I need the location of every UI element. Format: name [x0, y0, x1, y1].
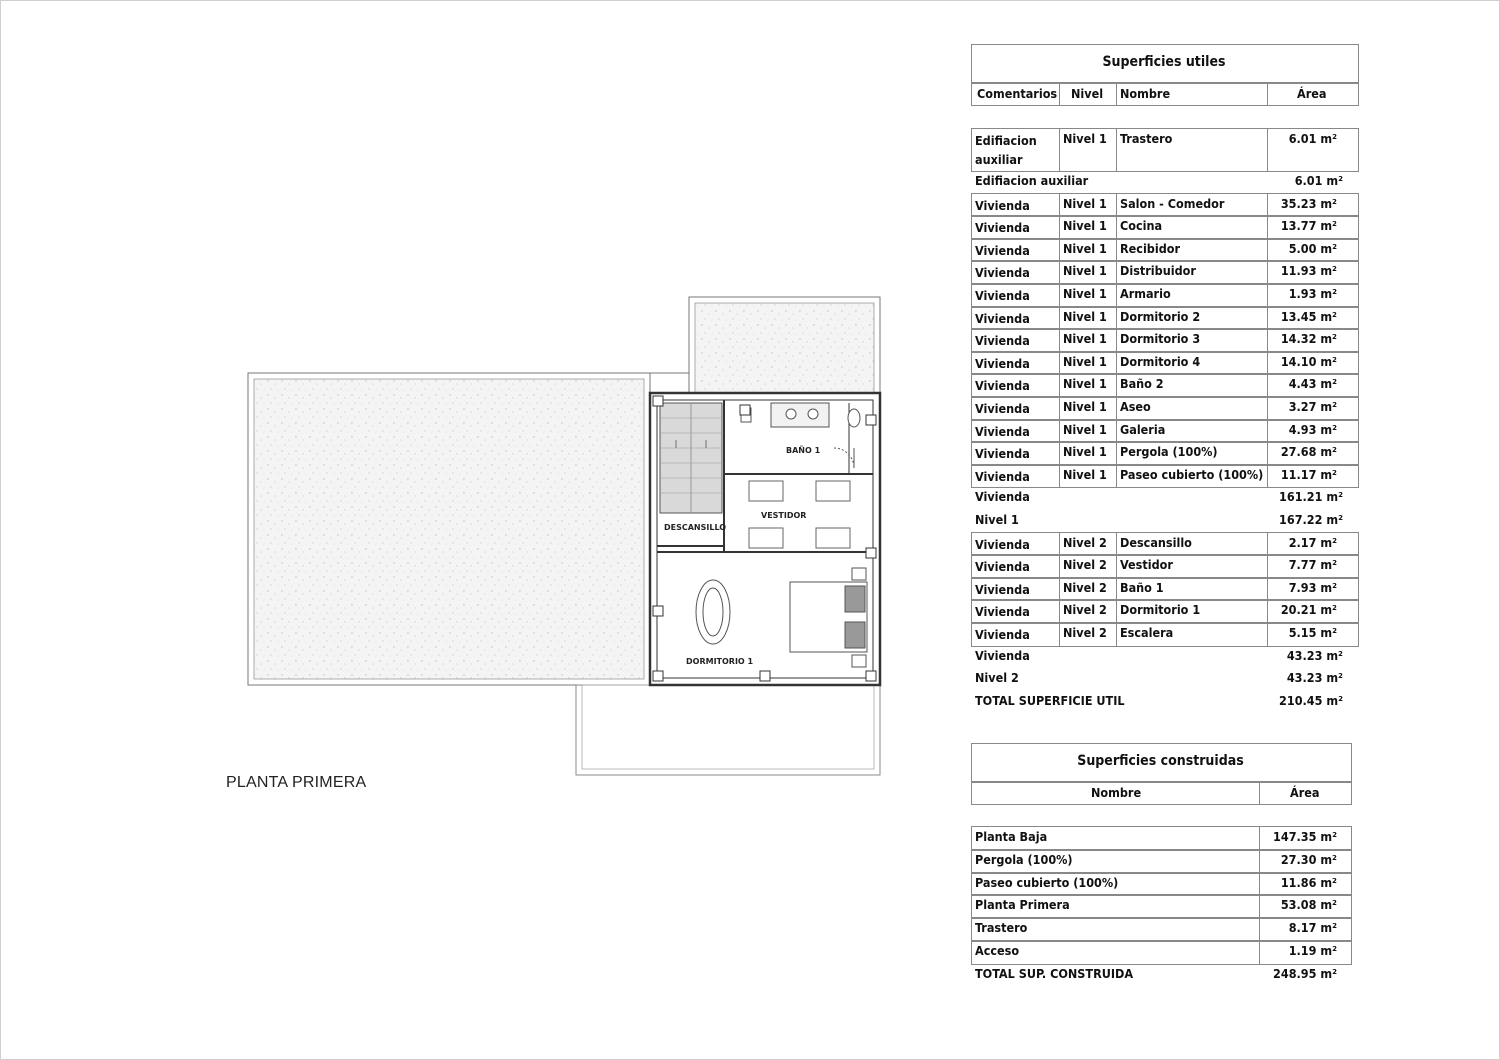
cell-nombre: Trastero	[1120, 131, 1173, 146]
cell-area: 11.17 m²	[1280, 466, 1337, 482]
cell-nivel: Nivel 1	[1063, 421, 1107, 437]
cell-area: 27.30 m²	[1280, 851, 1337, 867]
cell-nombre: Dormitorio 4	[1120, 353, 1201, 369]
cell-nivel: Nivel 1	[1063, 131, 1107, 146]
cell-nivel: Nivel 1	[1063, 263, 1107, 279]
cell-comentarios: Vivienda	[975, 242, 1030, 258]
plan-title: PLANTA PRIMERA	[226, 774, 367, 791]
cell-nivel: Nivel 2	[1063, 602, 1107, 618]
cell-nivel: Nivel 2	[1063, 579, 1107, 595]
cell-nombre: Dormitorio 3	[1120, 331, 1201, 347]
cell-nivel: Nivel 2	[1063, 557, 1107, 573]
cell-area: 147.35 m²	[1273, 829, 1337, 844]
cell-nombre: Galeria	[1120, 421, 1166, 437]
cell-comentarios: Vivienda	[975, 310, 1030, 326]
cell-nombre: Escalera	[1120, 625, 1174, 640]
cell-area: 53.08 m²	[1280, 897, 1337, 913]
cell-nivel: Nivel 1	[1063, 466, 1107, 482]
cell-nombre: Paseo cubierto (100%)	[1120, 466, 1264, 482]
cell-nombre: Aseo	[1120, 399, 1151, 414]
room-label-bano: BAÑO 1	[786, 446, 821, 455]
subtotal-label: Nivel 1	[975, 512, 1019, 527]
subtotal-area: 167.22 m²	[1279, 512, 1343, 527]
cell-area: 13.77 m²	[1280, 218, 1337, 234]
cell-nombre: Armario	[1120, 286, 1171, 301]
cell-area: 20.21 m²	[1280, 602, 1337, 618]
cell-comentarios: Vivienda	[975, 446, 1030, 462]
cell-area: 6.01 m²	[1288, 131, 1337, 146]
subtotal-label: TOTAL SUPERFICIE UTIL	[975, 692, 1125, 708]
subtotal-area: 248.95 m²	[1273, 965, 1337, 981]
cell-comentarios: Vivienda	[975, 536, 1030, 552]
cell-area: 1.19 m²	[1288, 943, 1337, 958]
cell-comentarios: Vivienda	[975, 581, 1030, 597]
construidas-title: Superficies construidas	[1077, 753, 1244, 769]
subtotal-label: Nivel 2	[975, 670, 1019, 686]
cell-nivel: Nivel 1	[1063, 240, 1107, 256]
cell-nombre: Pergola (100%)	[975, 851, 1073, 867]
cell-nombre: Paseo cubierto (100%)	[975, 874, 1119, 890]
utiles-title: Superficies utiles	[1102, 54, 1226, 70]
cell-area: 1.93 m²	[1288, 286, 1337, 301]
cell-nivel: Nivel 1	[1063, 308, 1107, 324]
cell-comentarios: Vivienda	[975, 265, 1030, 281]
cell-nombre: Planta Primera	[975, 897, 1070, 913]
cell-nivel: Nivel 2	[1063, 625, 1107, 640]
cell-nivel: Nivel 2	[1063, 534, 1107, 550]
cell-nombre: Pergola (100%)	[1120, 444, 1218, 460]
cell-area: 4.43 m²	[1288, 376, 1337, 392]
cell-area: 4.93 m²	[1288, 421, 1337, 437]
cell-nivel: Nivel 1	[1063, 331, 1107, 347]
header-nombre: Nombre	[1120, 86, 1171, 101]
cell-nombre: Salon - Comedor	[1120, 195, 1225, 211]
subtotal-area: 210.45 m²	[1279, 692, 1343, 708]
cell-comentarios: Vivienda	[975, 378, 1030, 394]
header-nombre-construidas: Nombre	[1091, 785, 1142, 800]
cell-comentarios: Vivienda	[975, 401, 1030, 416]
subtotal-area: 43.23 m²	[1286, 647, 1343, 663]
cell-nivel: Nivel 1	[1063, 353, 1107, 369]
cell-comentarios: Edifiacion auxiliar	[975, 133, 1037, 167]
header-area-construidas: Área	[1290, 785, 1320, 800]
header-comentarios: Comentarios	[977, 86, 1058, 101]
cell-nombre: Acceso	[975, 943, 1020, 958]
room-label-dormitorio: DORMITORIO 1	[686, 657, 754, 666]
cell-nombre: Baño 2	[1120, 376, 1164, 392]
cell-comentarios: Vivienda	[975, 627, 1030, 642]
subtotal-label: Vivienda	[975, 647, 1030, 663]
cell-area: 3.27 m²	[1288, 399, 1337, 414]
cell-area: 27.68 m²	[1280, 444, 1337, 460]
cell-area: 7.77 m²	[1288, 557, 1337, 573]
cell-nombre: Vestidor	[1120, 557, 1173, 573]
cell-area: 5.00 m²	[1288, 240, 1337, 256]
cell-comentarios: Vivienda	[975, 559, 1030, 575]
cell-nombre: Cocina	[1120, 218, 1163, 234]
subtotal-area: 43.23 m²	[1286, 670, 1343, 686]
cell-area: 11.86 m²	[1280, 874, 1337, 890]
cell-area: 7.93 m²	[1288, 579, 1337, 595]
cell-nivel: Nivel 1	[1063, 444, 1107, 460]
subtotal-label: Edifiacion auxiliar	[975, 173, 1089, 188]
cell-nombre: Recibidor	[1120, 240, 1181, 256]
room-label-vestidor: VESTIDOR	[761, 511, 807, 520]
cell-comentarios: Vivienda	[975, 197, 1030, 213]
header-area: Área	[1297, 86, 1327, 101]
cell-area: 35.23 m²	[1280, 195, 1337, 211]
subtotal-area: 161.21 m²	[1279, 489, 1343, 505]
cell-area: 14.32 m²	[1280, 331, 1337, 347]
cell-nombre: Dormitorio 2	[1120, 308, 1201, 324]
cell-nombre: Descansillo	[1120, 534, 1192, 550]
cell-area: 5.15 m²	[1288, 625, 1337, 640]
cell-area: 2.17 m²	[1288, 534, 1337, 550]
room-label-descansillo: DESCANSILLO	[664, 523, 727, 532]
hdr-divider	[1259, 781, 1260, 804]
cell-area: 14.10 m²	[1280, 353, 1337, 369]
cell-comentarios: Vivienda	[975, 288, 1030, 303]
cell-comentarios: Vivienda	[975, 468, 1030, 484]
cell-comentarios: Vivienda	[975, 355, 1030, 371]
cell-nivel: Nivel 1	[1063, 195, 1107, 211]
subtotal-area: 6.01 m²	[1294, 173, 1343, 188]
cell-nivel: Nivel 1	[1063, 218, 1107, 234]
cell-nivel: Nivel 1	[1063, 399, 1107, 414]
cell-comentarios: Vivienda	[975, 423, 1030, 439]
header-nivel: Nivel	[1071, 86, 1104, 101]
subtotal-label: Vivienda	[975, 489, 1030, 505]
cell-nombre: Baño 1	[1120, 579, 1164, 595]
cell-comentarios: Vivienda	[975, 604, 1030, 620]
cell-nombre: Planta Baja	[975, 829, 1048, 844]
cell-area: 13.45 m²	[1280, 308, 1337, 324]
cell-nombre: Distribuidor	[1120, 263, 1196, 279]
cell-comentarios: Vivienda	[975, 333, 1030, 349]
cell-area: 11.93 m²	[1280, 263, 1337, 279]
cell-area: 8.17 m²	[1288, 920, 1337, 936]
cell-nombre: Trastero	[975, 920, 1028, 936]
subtotal-label: TOTAL SUP. CONSTRUIDA	[975, 965, 1134, 981]
cell-comentarios: Vivienda	[975, 220, 1030, 236]
cell-nombre: Dormitorio 1	[1120, 602, 1201, 618]
cell-nivel: Nivel 1	[1063, 286, 1107, 301]
cell-nivel: Nivel 1	[1063, 376, 1107, 392]
